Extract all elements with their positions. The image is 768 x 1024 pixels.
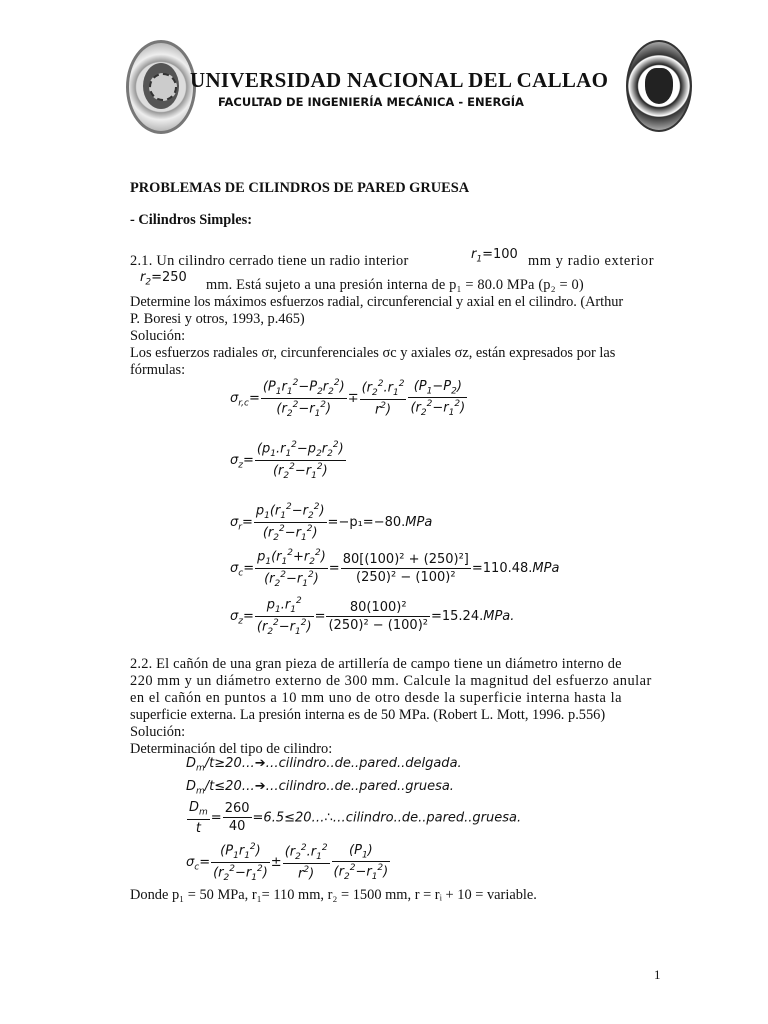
p22-solucion: Solución: xyxy=(130,724,186,740)
p22-donde: Donde p₁ = 50 MPa, r₁= 110 mm, r₂ = 1500 mm, r = rᵢ + 10 = variable. xyxy=(130,887,537,903)
document-title: PROBLEMAS DE CILINDROS DE PARED GRUESA xyxy=(130,180,470,196)
formula-sigma-rc: $\sigma_{r,c}=$ $\frac{(P_1r_1^2-P_2r_2^2)}{(r_2^2-r_1^2)}$ ∓ $\frac{(r_2^2.r_1^2}{r^2)}$ $\frac{(P_1-P_2)}{(r_2^2-r_1^2)}$ xyxy=(230,378,466,419)
p22-line2: 220 mm y un diámetro externo de 300 mm. Calcule la magnitud del esfuerzo anular xyxy=(130,673,652,689)
formula-sigma-c-22: $\sigma_c=$ $\frac{(P_1r_1^2)}{(r_2^2-r_1^2)}$ ± $\frac{(r_2^2.r_1^2}{r^2)}$ $\frac{(P_1)}{(r_2^2-r_1^2)}$ xyxy=(186,842,389,883)
p21-r2: $r_2=250$ xyxy=(140,270,187,288)
p21-r1: $r_1=100$ xyxy=(471,247,518,265)
p21-line4: P. Boresi y otros, 1993, p.465) xyxy=(130,311,305,327)
p21-solucion: Solución: xyxy=(130,328,186,344)
university-seal-left xyxy=(126,40,196,134)
p21-line2: mm. Está sujeto a una presión interna de p₁ = 80.0 MPa (p₂ = 0) xyxy=(206,277,584,293)
condition-thin: $D_m/t\ge 20\dots➔\dots cilindro..de..pared..delgada$. xyxy=(186,756,462,774)
condition-thick: $D_m/t\le 20\dots➔\dots cilindro..de..pared..gruesa$. xyxy=(186,779,454,797)
p21-line1a: 2.1. Un cilindro cerrado tiene un radio interior xyxy=(130,253,409,269)
p21-line1b: mm y radio exterior xyxy=(528,253,655,269)
p21-line6: fórmulas: xyxy=(130,362,186,378)
result-sigma-r: $\sigma_r=$ $\frac{p_1(r_1^2-r_2^2)}{(r_2^2-r_1^2)}$ =−p₁=−80.MPa xyxy=(230,502,433,543)
formula-sigma-z: $\sigma_z=$ $\frac{(p_1.r_1^2-p_2r_2^2)}{(r_2^2-r_1^2)}$ xyxy=(230,440,344,481)
faculty-seal-right xyxy=(626,40,692,132)
p22-line1: 2.2. El cañón de una gran pieza de artillería de campo tiene un diámetro interno de xyxy=(130,656,622,672)
p22-line4: superficie externa. La presión interna es de 50 MPa. (Robert L. Mott, 1996. p.556) xyxy=(130,707,606,723)
p21-line5: Los esfuerzos radiales σr, circunferenciales σc y axiales σz, están expresados por las xyxy=(130,345,616,361)
result-sigma-c: $\sigma_c=$ $\frac{p_1(r_1^2+r_2^2)}{(r_2^2-r_1^2)}$ = $\frac{\text{80[(100)² + (250)²]}}{\text{(250)² − (100)²}}$ =110.48.MPa xyxy=(230,548,560,589)
result-sigma-z: $\sigma_z=$ $\frac{p_1.r_1^2}{(r_2^2-r_1^2)}$ = $\frac{\text{80(100)²}}{\text{(250)² − (100)²}}$ =15.24.MPa. xyxy=(230,596,515,637)
p21-line3: Determine los máximos esfuerzos radial, circunferencial y axial en el cilindro. (Arthur xyxy=(130,294,624,310)
university-name: UNIVERSIDAD NACIONAL DEL CALLAO xyxy=(190,68,609,92)
faculty-name: FACULTAD DE INGENIERÍA MECÁNICA - ENERGÍA xyxy=(218,95,524,109)
p22-line3: en el cañón en puntos a 10 mm uno de otro desde la superficie interna hasta la xyxy=(130,690,623,706)
condition-calc: $\frac{D_m}{t}$ = $\frac{260}{40}$ =6.5≤20…∴…cilindro..de..pared..gruesa. xyxy=(189,800,522,836)
p22-line5: Determinación del tipo de cilindro: xyxy=(130,741,333,757)
page-number: 1 xyxy=(654,967,661,982)
section-heading: - Cilindros Simples: xyxy=(130,212,253,228)
